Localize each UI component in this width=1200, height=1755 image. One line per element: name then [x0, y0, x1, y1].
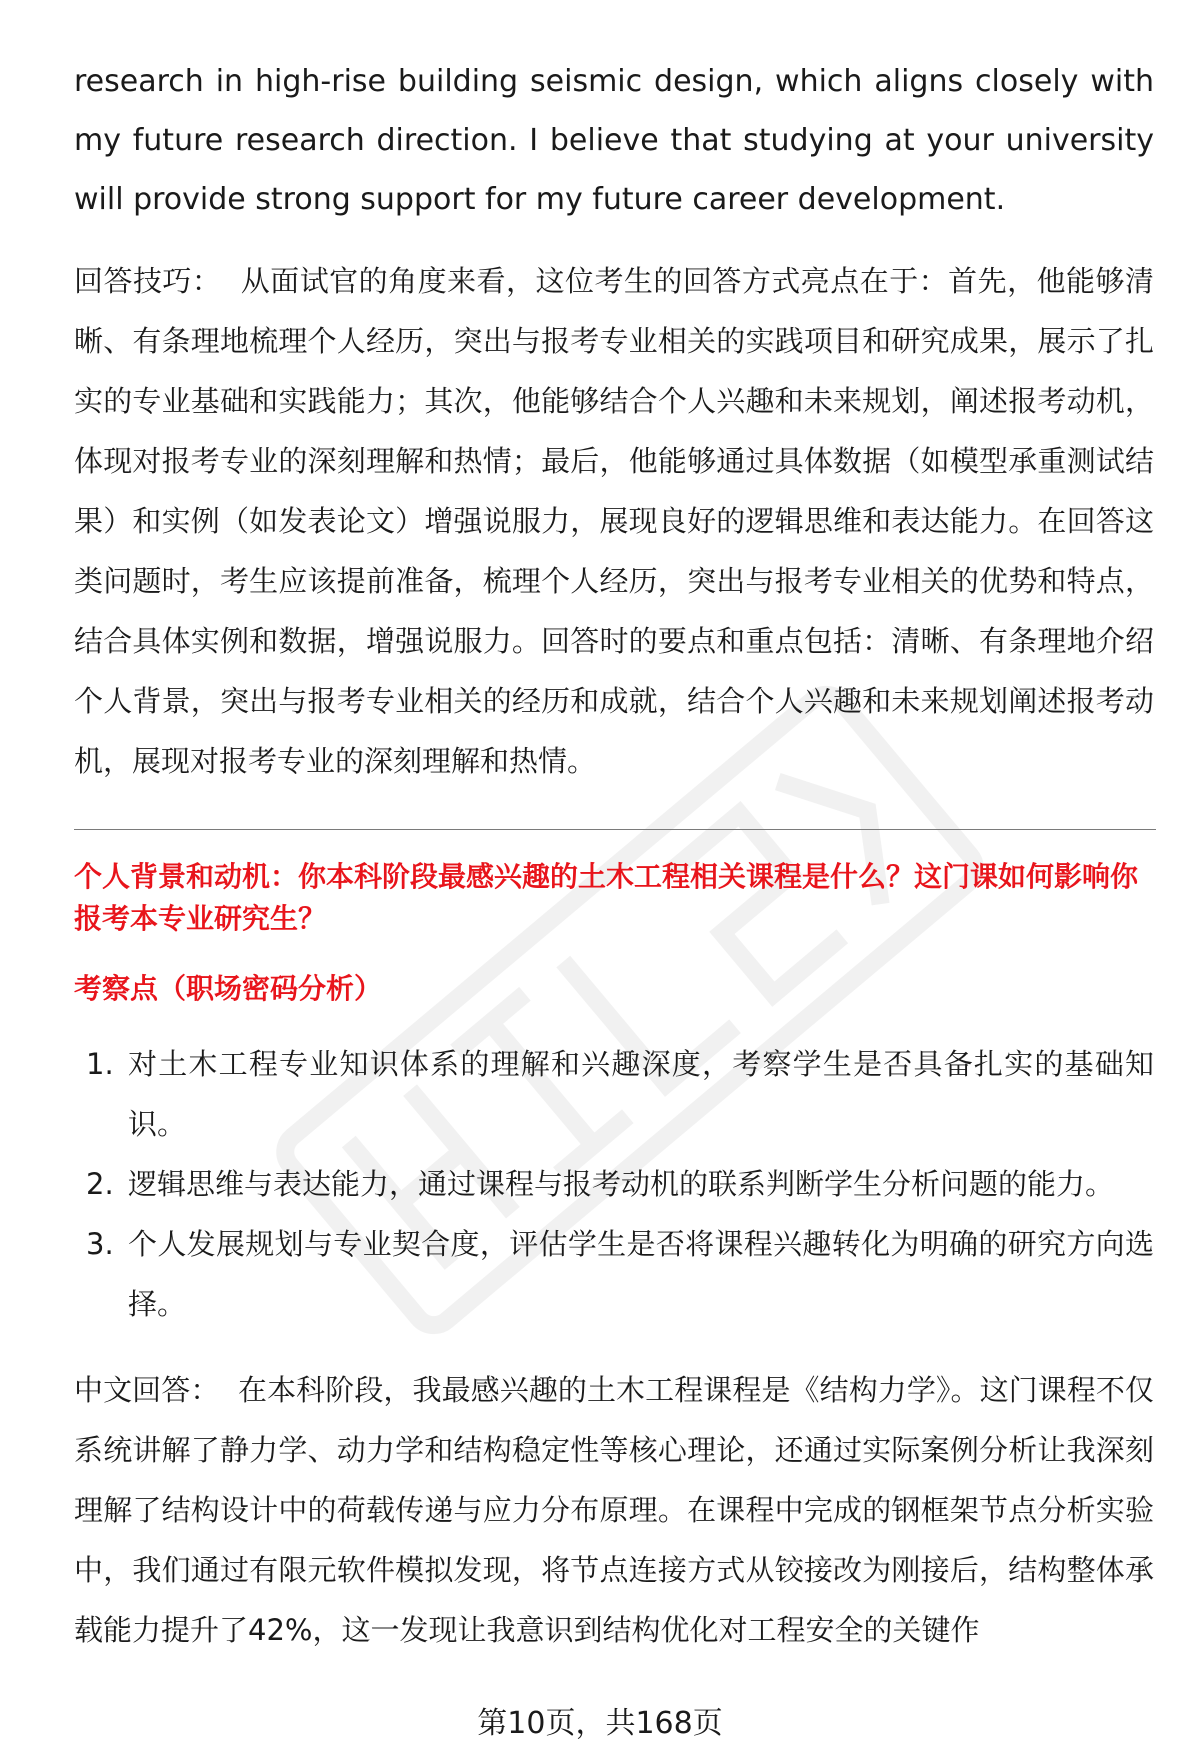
- tips-paragraph: [74, 251, 1154, 791]
- assessment-list: [74, 1034, 1154, 1334]
- list-number: 2.: [86, 1167, 114, 1201]
- answer-paragraph: [74, 1360, 1154, 1660]
- answer-text: 在本科阶段，我最感兴趣的土木工程课程是《结构力学》。这门课程不仅系统讲解了静力学、动力学和结构稳定性等核心理论，还通过实际案例分析让我深刻理解了结构设计中的荷载传递与应力分布原理。在课程中完成的钢框架节点分析实验中，我们通过有限元软件模拟发现，将节点连接方式从铰接改为刚接后，结构整体承载能力提升了42%，这一发现让我意识到结构优化对工程安全的关键作: [74, 1373, 1154, 1647]
- assessment-heading: 考察点（职场密码分析）: [74, 972, 383, 1005]
- answer-label: 中文回答：: [74, 1373, 220, 1407]
- tips-text: 从面试官的角度来看，这位考生的回答方式亮点在于：首先，他能够清晰、有条理地梳理个人经历，突出与报考专业相关的实践项目和研究成果，展示了扎实的专业基础和实践能力；其次，他能够结合个人兴趣和未来规划，阐述报考动机，体现对报考专业的深刻理解和热情；最后，他能够通过具体数据（如模型承重测试结果）和实例（如发表论文）增强说服力，展现良好的逻辑思维和表达能力。在回答这类问题时，考生应该提前准备，梳理个人经历，突出与报考专业相关的优势和特点，结合具体实例和数据，增强说服力。回答时的要点和重点包括：清晰、有条理地介绍个人背景，突出与报考专业相关的经历和成就，结合个人兴趣和未来规划阐述报考动机，展现对报考专业的深刻理解和热情。: [74, 264, 1154, 778]
- intro-paragraph: research in high-rise building seismic design, which aligns closely with my future research direction. I believe that studying at your university will provide strong support for my future career development.: [74, 64, 1154, 217]
- list-item: [74, 1034, 1154, 1154]
- list-text: 逻辑思维与表达能力，通过课程与报考动机的联系判断学生分析问题的能力。: [128, 1167, 1115, 1201]
- page-content: [74, 52, 1154, 1660]
- list-item: [74, 1154, 1154, 1214]
- list-text: 对土木工程专业知识体系的理解和兴趣深度，考察学生是否具备扎实的基础知识。: [128, 1047, 1154, 1141]
- list-text: 个人发展规划与专业契合度，评估学生是否将课程兴趣转化为明确的研究方向选择。: [128, 1227, 1154, 1321]
- list-number: 1.: [86, 1047, 114, 1081]
- page-number-footer: 第10页，共168页: [477, 1706, 723, 1741]
- list-item: [74, 1214, 1154, 1334]
- tips-label: 回答技巧：: [74, 264, 222, 298]
- question-heading: 个人背景和动机：你本科阶段最感兴趣的土木工程相关课程是什么？这门课如何影响你报考本专业研究生？: [74, 860, 1139, 935]
- section-divider: [74, 829, 1156, 830]
- list-number: 3.: [86, 1227, 114, 1261]
